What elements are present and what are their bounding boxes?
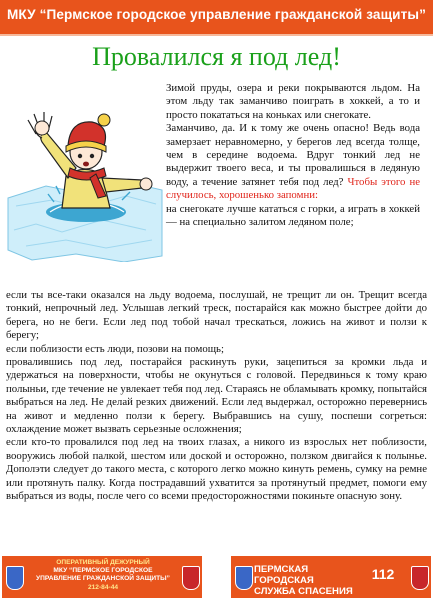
footer bbox=[0, 556, 433, 600]
header-banner bbox=[0, 0, 433, 36]
page-title: Провалился я под лед! bbox=[92, 42, 341, 71]
body-paragraph-2: если поблизости есть люди, позови на помощь; bbox=[6, 342, 224, 355]
intro-column bbox=[166, 82, 420, 229]
duty-officer-box bbox=[2, 556, 202, 598]
duty-officer-text bbox=[26, 559, 180, 592]
service-line1: ПЕРМСКАЯ ГОРОДСКАЯ bbox=[254, 564, 314, 586]
duty-org-line2: УПРАВЛЕНИЕ ГРАЖДАНСКОЙ ЗАЩИТЫ” bbox=[36, 575, 170, 583]
header-title: МКУ “Пермское городское управление гражданской защиты” bbox=[7, 7, 426, 22]
body-paragraph-4: если кто-то провалился под лед на твоих глазах, а никого из взрослых нет поблизости, вооружись любой палкой, шестом или доской и осторожно, ползком двигайся к полынье. Дополэти следует до такого места, с которого легко можно кинуть ремень, сумку на ремне или протянуть палку. Когда пострадавший ухватится за протянутый предмет, помоги ему выбраться из воды, после чего со всеми предосторожностями покиньте опасную зону. bbox=[6, 436, 427, 503]
warning-remember: Чтобы этого не случилось, хорошенько запомни: bbox=[166, 175, 421, 202]
illustration-child-in-ice bbox=[6, 80, 164, 262]
rescue-service-name bbox=[254, 564, 364, 597]
intro-paragraph-2-text: Заманчиво, да. И к тому же очень опасно! Ведь вода замерзает неравномерно, у берегов лед всегда толще, чем в середине водоема. Вдруг тонкий лед не выдержит твоего веса, и ты провалишься в ледяную воду, а течение затянет тебя под лед? bbox=[166, 122, 420, 188]
duty-phone: 212-84-44 bbox=[87, 583, 119, 591]
intro-paragraph-2 bbox=[166, 122, 420, 202]
duty-org-line1: МКУ “ПЕРМСКОЕ ГОРОДСКОЕ bbox=[53, 567, 153, 575]
body-text bbox=[6, 289, 427, 504]
shield-icon bbox=[6, 566, 24, 590]
rescue-phone: 112 bbox=[371, 566, 395, 582]
body-paragraph-3: провалившись под лед, постарайся раскинуть руки, зацепиться за кромки льда и удержаться на поверхности, чтобы не окунуться с головой. Передвинься к тому краю полыньи, где течение не увлекает тебя под лед. Стараясь не обламывать кромку, попытайся выбраться на лед. Не делай резких движений. Если лед выдержал, осторожно перевернись на живот и медленно ползи к берегу. Выбравшись на сушу, поспеши согреться: охлаждение может вызвать серьезные осложнения; bbox=[6, 356, 427, 436]
city-crest-icon-right bbox=[411, 566, 429, 590]
body-paragraph-1: если ты все-таки оказался на льду водоема, послушай, не трещит ли он. Трещит всегда тонкий, непрочный лед. Услышав легкий треск, постарайся как можно быстрее дойти до берега, но не беги. Если лед под тобой начал трескаться, ложись на живот и ползи к берегу; bbox=[6, 289, 427, 342]
intro-paragraph-1: Зимой пруды, озера и реки покрываются льдом. На этом льду так заманчиво поиграть в хоккей, а то и просто покататься на коньках или снегокате. bbox=[166, 82, 420, 121]
intro-paragraph-3: на снегокате лучше кататься с горки, а играть в хоккей — на специально залитом ледяном поле; bbox=[166, 202, 420, 229]
rescue-emblem-icon bbox=[235, 566, 253, 590]
duty-title: ОПЕРАТИВНЫЙ ДЕЖУРНЫЙ bbox=[56, 559, 150, 566]
city-crest-icon bbox=[182, 566, 200, 590]
service-line2: СЛУЖБА СПАСЕНИЯ bbox=[254, 586, 353, 597]
rescue-service-box bbox=[231, 556, 431, 598]
